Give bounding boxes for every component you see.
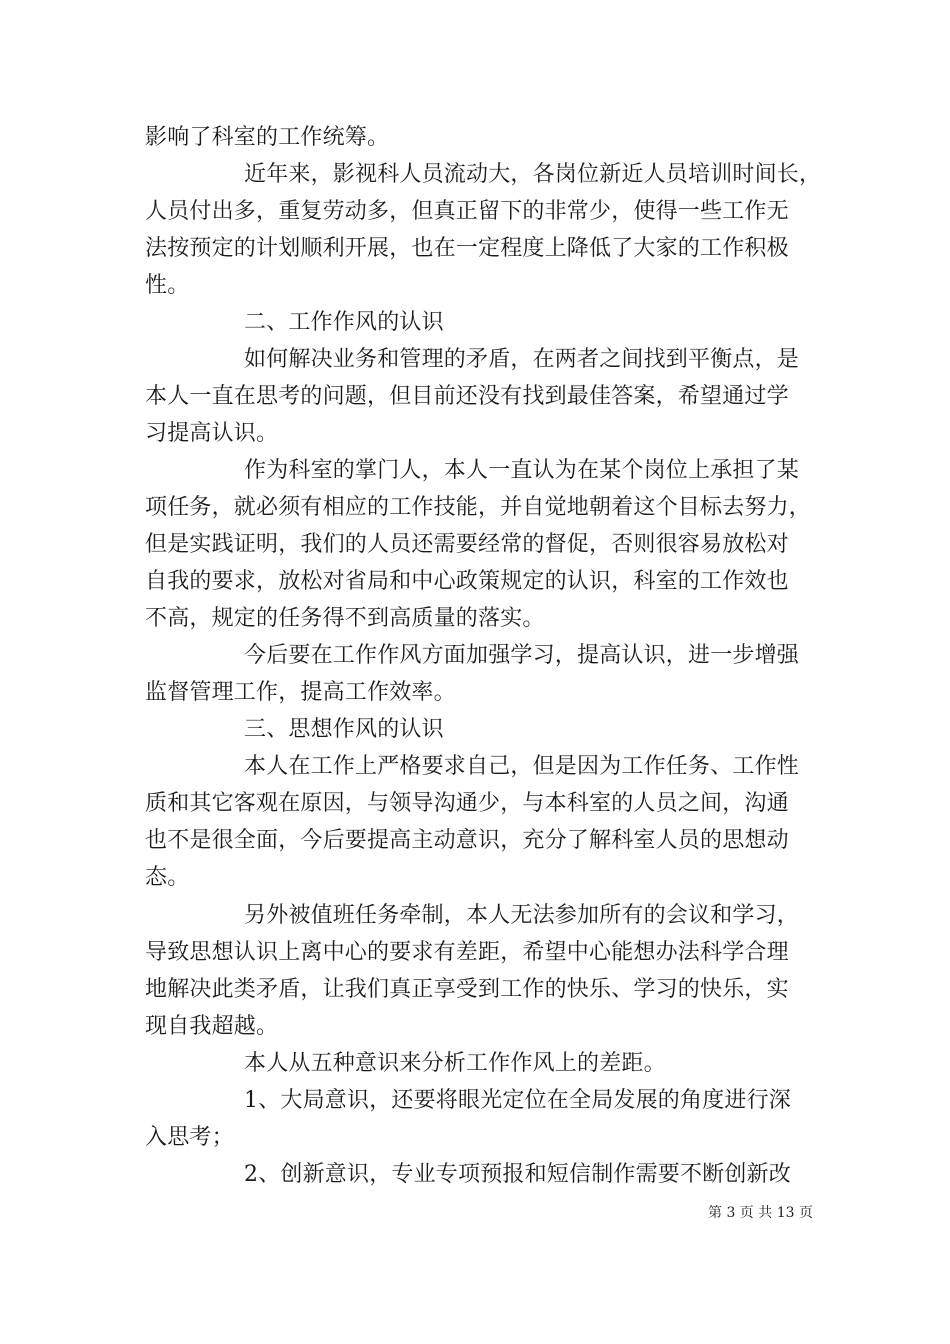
text-line: 习提高认识。	[145, 421, 279, 446]
text-line: 也不是很全面，今后要提高主动意识，充分了解科室人员的思想动	[145, 828, 789, 853]
text-line: 导致思想认识上离中心的要求有差距，希望中心能想办法科学合理	[145, 940, 789, 965]
paragraph-first-line: 今后要在工作作风方面加强学习，提高认识，进一步增强	[244, 643, 800, 668]
list-item-first-line: 1、大局意识，还要将眼光定位在全局发展的角度进行深	[244, 1088, 791, 1113]
text-line: 入思考；	[145, 1125, 234, 1150]
text-line: 态。	[145, 865, 190, 890]
paragraph-first-line: 近年来，影视科人员流动大，各岗位新近人员培训时间长，	[244, 162, 822, 187]
text-line: 不高，规定的任务得不到高质量的落实。	[145, 606, 545, 631]
paragraph-first-line: 另外被值班任务牵制，本人无法参加所有的会议和学习，	[244, 903, 800, 928]
text-line: 项任务，就必须有相应的工作技能，并自觉地朝着这个目标去努力，	[145, 495, 812, 520]
section-heading: 二、工作作风的认识	[244, 310, 444, 335]
text-line: 监督管理工作，提高工作效率。	[145, 680, 456, 705]
text-line: 自我的要求，放松对省局和中心政策规定的认识，科室的工作效也	[145, 569, 789, 594]
text-line: 人员付出多，重复劳动多，但真正留下的非常少，使得一些工作无	[145, 199, 789, 224]
text-line: 本人一直在思考的问题，但目前还没有找到最佳答案，希望通过学	[145, 384, 789, 409]
paragraph-first-line: 如何解决业务和管理的矛盾，在两者之间找到平衡点，是	[244, 347, 800, 372]
paragraph-first-line: 本人在工作上严格要求自己，但是因为工作任务、工作性	[244, 754, 800, 779]
text-line: 现自我超越。	[145, 1014, 279, 1039]
section-heading: 三、思想作风的认识	[244, 717, 444, 742]
paragraph-first-line: 本人从五种意识来分析工作作风上的差距。	[244, 1051, 666, 1076]
text-line: 地解决此类矛盾，让我们真正享受到工作的快乐、学习的快乐，实	[145, 977, 789, 1002]
text-line: 法按预定的计划顺利开展，也在一定程度上降低了大家的工作积极	[145, 236, 789, 261]
text-line: 质和其它客观在原因，与领导沟通少，与本科室的人员之间，沟通	[145, 791, 789, 816]
paragraph-first-line: 作为科室的掌门人，本人一直认为在某个岗位上承担了某	[244, 458, 800, 483]
text-line: 影响了科室的工作统筹。	[145, 125, 390, 150]
text-line: 性。	[145, 273, 190, 298]
page-number-footer: 第 3 页 共 13 页	[708, 1205, 813, 1221]
list-item-first-line: 2、创新意识，专业专项预报和短信制作需要不断创新改	[244, 1162, 791, 1187]
text-line: 但是实践证明，我们的人员还需要经常的督促，否则很容易放松对	[145, 532, 789, 557]
